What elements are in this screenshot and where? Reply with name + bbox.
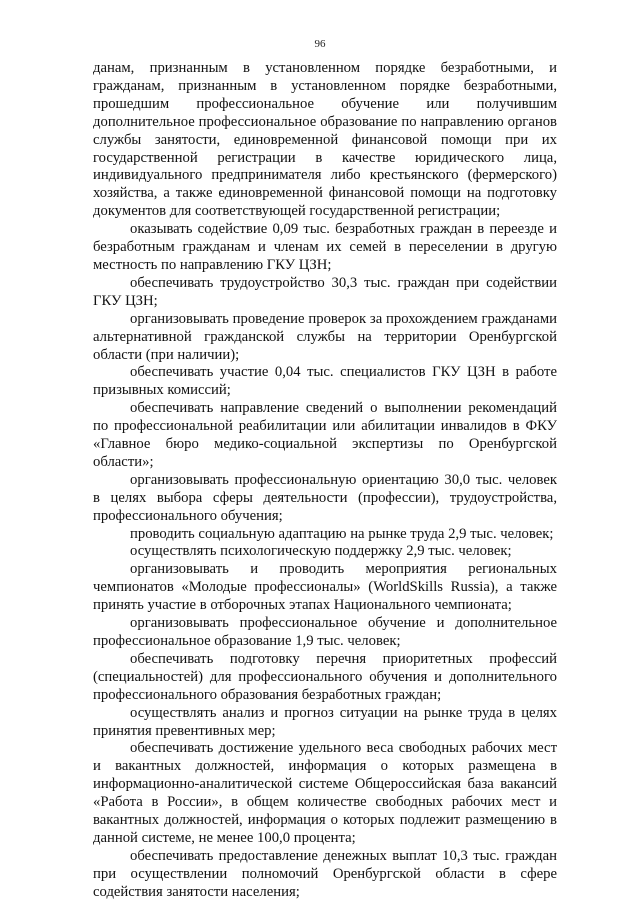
paragraph: обеспечивать участие 0,04 тыс. специалистов ГКУ ЦЗН в работе призывных комиссий; (93, 364, 557, 399)
paragraph: организовывать профессиональную ориентацию 30,0 тыс. человек в целях выбора сферы деятельности (профессии), трудоустройства, профессионального обучения; (93, 471, 557, 524)
paragraph: оказывать содействие 0,09 тыс. безработных граждан в переезде и безработным гражданам и членам их семей в переселении в другую местность по направлению ГКУ ЦЗН; (93, 221, 557, 273)
paragraph: обеспечивать трудоустройство 30,3 тыс. граждан при содействии ГКУ ЦЗН; (93, 274, 557, 309)
document-body (93, 60, 557, 902)
paragraph: обеспечивать достижение удельного веса свободных рабочих мест и вакантных должностей, информация о которых размещена в информационно-аналитической системе Общероссийская база вакансий «Работа в России», в общем количестве свободных рабочих мест и вакантных должностей, информация о которых подлежит размещению в данной системе, не менее 100,0 процента; (93, 740, 557, 846)
paragraph: обеспечивать подготовку перечня приоритетных профессий (специальностей) для профессионального обучения и дополнительного профессионального образования безработных граждан; (93, 650, 557, 703)
paragraph: обеспечивать направление сведений о выполнении рекомендаций по профессиональной реабилитации или абилитации инвалидов в ФКУ «Главное бюро медико-социальной экспертизы по Оренбургской области»; (93, 400, 557, 470)
paragraph: осуществлять анализ и прогноз ситуации на рынке труда в целях принятия превентивных мер; (93, 704, 557, 739)
paragraph: организовывать проведение проверок за прохождением гражданами альтернативной гражданской службы на территории Оренбургской области (при наличии); (93, 310, 557, 363)
paragraph: данам, признанным в установленном порядке безработными, и гражданам, признанным в установленном порядке безработными, прошедшим профессиональное обучение или получившим дополнительное профессиональное образование по направлению органов службы занятости, единовременной финансовой помощи при их государственной регистрации в качестве юридического лица, индивидуального предпринимателя либо крестьянского (фермерского) хозяйства, а также единовременной финансовой помощи на подготовку документов для соответствующей государственной регистрации; (93, 60, 557, 220)
paragraph: проводить социальную адаптацию на рынке труда 2,9 тыс. человек; (130, 525, 554, 542)
paragraph: осуществлять психологическую поддержку 2,9 тыс. человек; (130, 543, 512, 560)
paragraph: организовывать профессиональное обучение и дополнительное профессиональное образование 1,9 тыс. человек; (93, 615, 557, 649)
page-number: 96 (314, 38, 326, 50)
paragraph: организовывать и проводить мероприятия региональных чемпионатов «Молодые профессионалы» (WorldSkills Russia), а также принять участие в отборочных этапах Национального чемпионата; (93, 561, 557, 614)
paragraph: обеспечивать предоставление денежных выплат 10,3 тыс. граждан при осуществлении полномочий Оренбургской области в сфере содействия занятости населения; (93, 847, 557, 900)
